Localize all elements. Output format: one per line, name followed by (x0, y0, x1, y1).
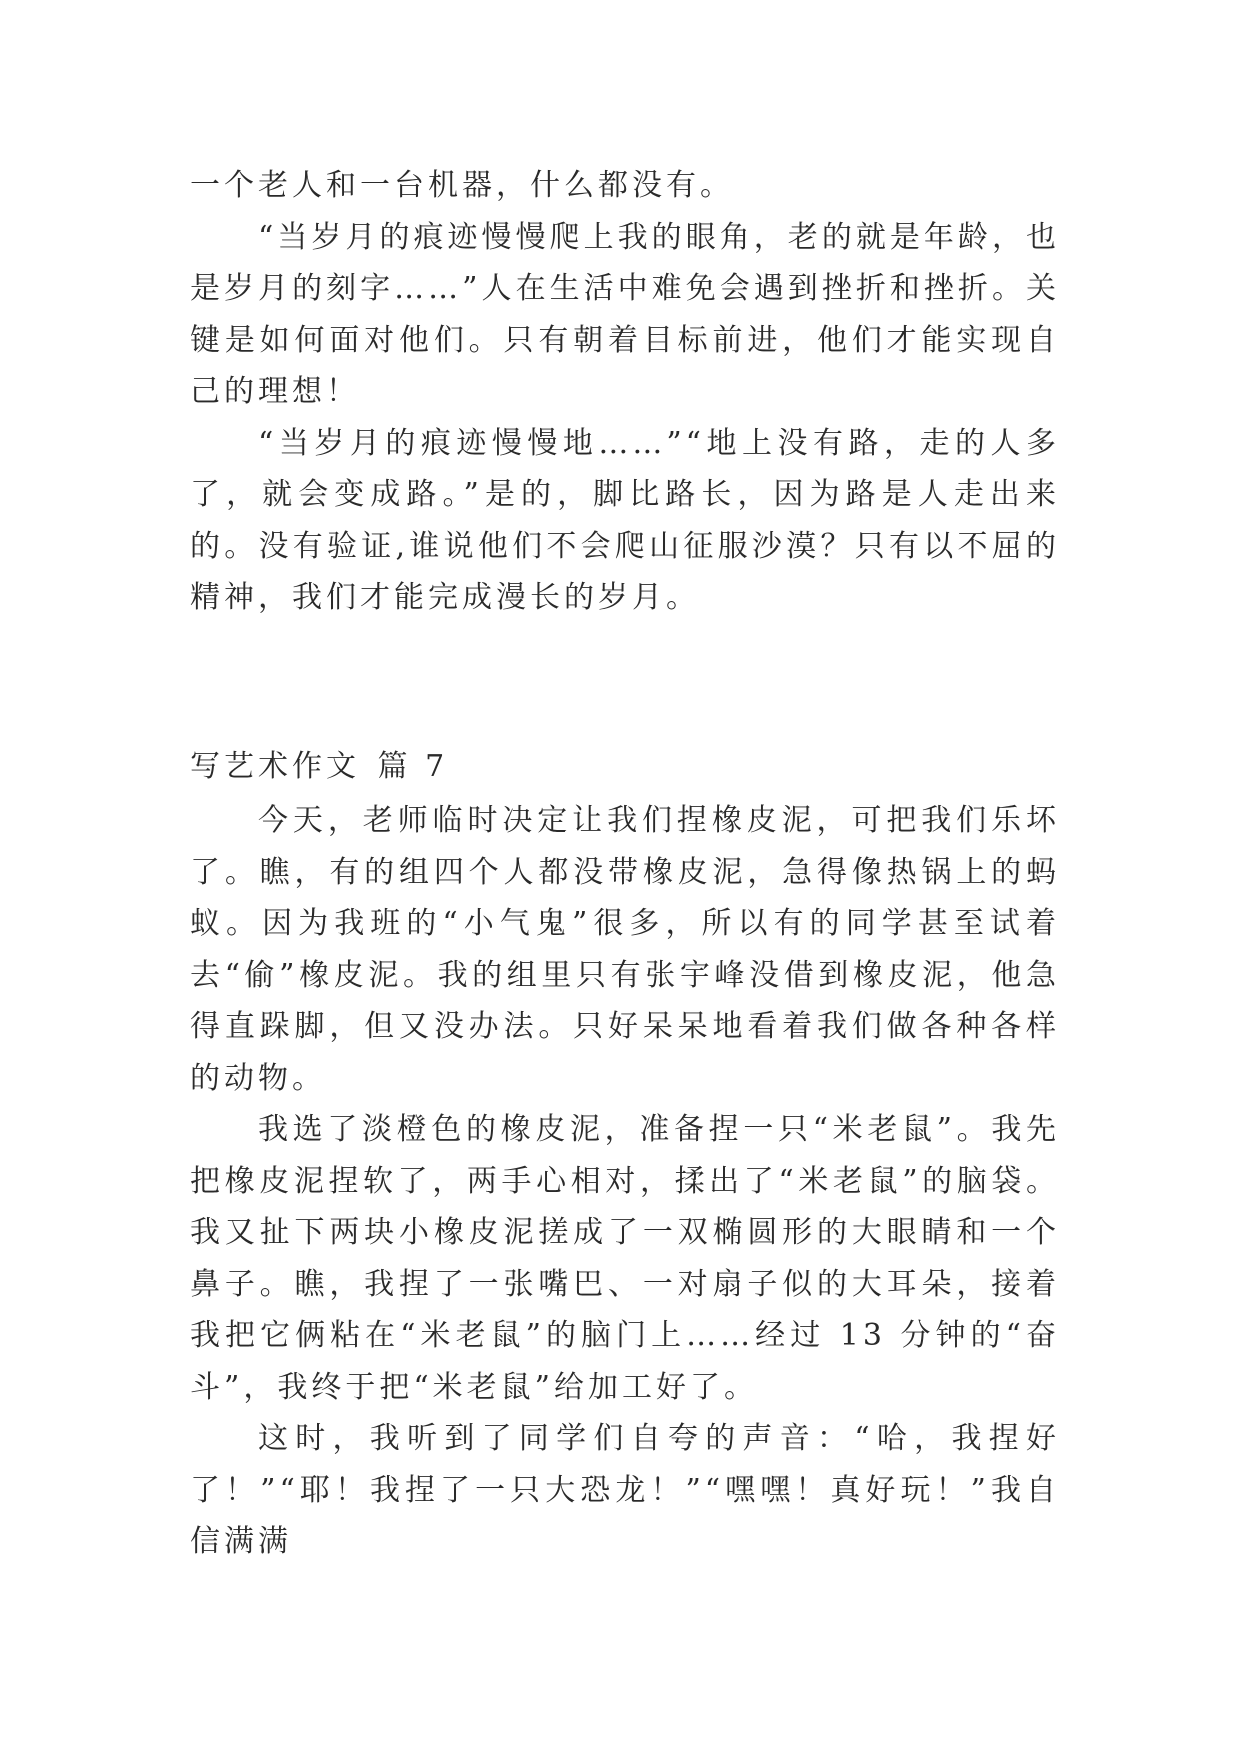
continued-text (190, 160, 1060, 624)
section-heading (190, 741, 1060, 793)
paragraph: “当岁月的痕迹慢慢地……”“地上没有路，走的人多了，就会变成路。”是的，脚比路长，因为路是人走出来的。没有验证,谁说他们不会爬山征服沙漠？只有以不屈的精神，我们才能完成漫长的岁月。 (190, 425, 1060, 615)
section-title: 写艺术作文 (190, 749, 360, 784)
paragraph: 一个老人和一台机器，什么都没有。 (190, 168, 734, 203)
paragraph: 这时，我听到了同学们自夸的声音：“哈，我捏好了！”“耶！我捏了一只大恐龙！”“嘿嘿！真好玩！”我自信满满 (190, 1421, 1060, 1559)
paragraph: 我选了淡橙色的橡皮泥，准备捏一只“米老鼠”。我先把橡皮泥捏软了，两手心相对，揉出了“米老鼠”的脑袋。我又扯下两块小橡皮泥搓成了一双椭圆形的大眼睛和一个鼻子。瞧，我捏了一张嘴巴、一对扇子似的大耳朵，接着我把它俩粘在“米老鼠”的脑门上……经过 13 分钟的“奋斗”，我终于把“米老鼠”给加工好了。 (190, 1112, 1060, 1405)
section-number: 篇 7 (377, 749, 449, 784)
paragraph: “当岁月的痕迹慢慢爬上我的眼角，老的就是年龄，也是岁月的刻字……”人在生活中难免会遇到挫折和挫折。关键是如何面对他们。只有朝着目标前进，他们才能实现自己的理想！ (190, 219, 1060, 409)
essay-body (190, 795, 1060, 1568)
paragraph: 今天，老师临时决定让我们捏橡皮泥，可把我们乐坏了。瞧，有的组四个人都没带橡皮泥，急得像热锅上的蚂蚁。因为我班的“小气鬼”很多，所以有的同学甚至试着去“偷”橡皮泥。我的组里只有张宇峰没借到橡皮泥，他急得直跺脚，但又没办法。只好呆呆地看着我们做各种各样的动物。 (190, 803, 1060, 1096)
